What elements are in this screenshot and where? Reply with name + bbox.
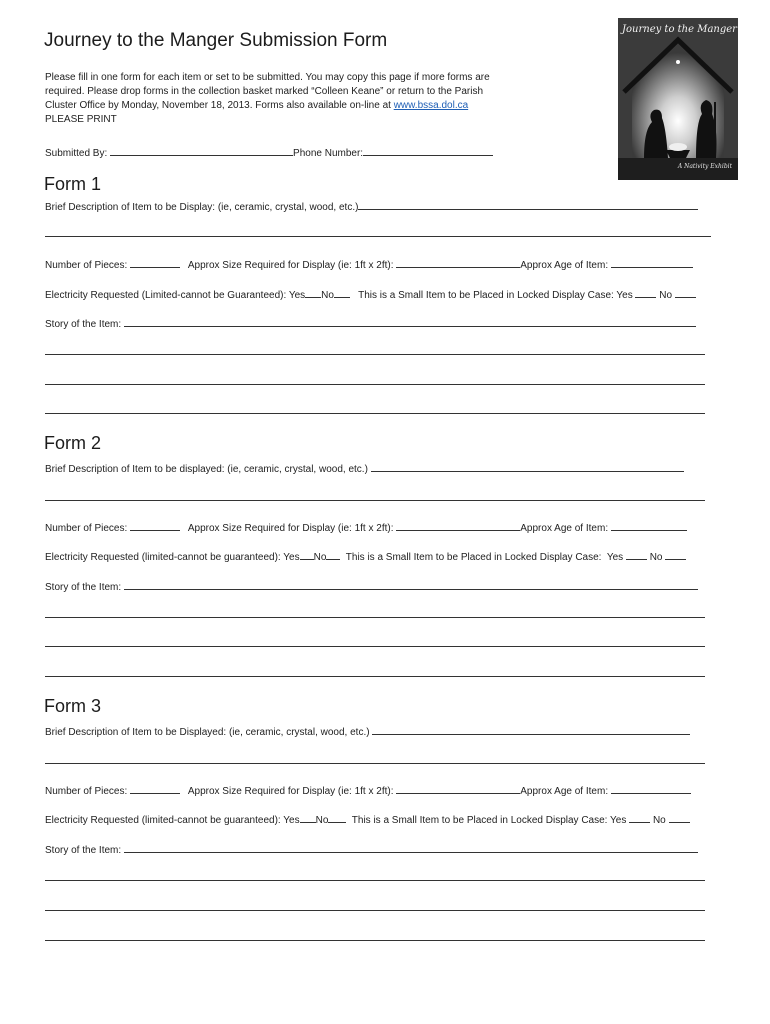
form-3-electricity-no-field[interactable] bbox=[328, 813, 346, 823]
form-3-small-item-no-field[interactable] bbox=[669, 813, 690, 823]
form-1-heading: Form 1 bbox=[44, 174, 102, 194]
form-2-small-item-no-field[interactable] bbox=[665, 550, 686, 560]
form-1-small-item-no-field[interactable] bbox=[675, 288, 696, 298]
form-1-electricity-row bbox=[45, 288, 696, 301]
form-3-age-field[interactable] bbox=[611, 784, 691, 794]
form-3-pieces-label: Number of Pieces: bbox=[45, 786, 128, 797]
form-2-electricity-yes-field[interactable] bbox=[300, 550, 314, 560]
form-1-description-field[interactable] bbox=[358, 200, 698, 210]
form-1-electricity-no-field[interactable] bbox=[334, 288, 350, 298]
form-1-electricity-yes-field[interactable] bbox=[305, 288, 321, 298]
form-2-description-label: Brief Description of Item to be displayed: (ie, ceramic, crystal, wood, etc.) bbox=[45, 464, 368, 475]
form-3-description-field[interactable] bbox=[372, 725, 690, 735]
form-2-story-label: Story of the Item: bbox=[45, 582, 122, 593]
form-2-story-line-3[interactable] bbox=[45, 646, 705, 647]
form-2-story-field[interactable] bbox=[124, 580, 698, 590]
form-3-details-row bbox=[45, 784, 691, 797]
form-3-description-row bbox=[45, 725, 690, 738]
form-3-description-label: Brief Description of Item to be Displayed: (ie, ceramic, crystal, wood, etc.) bbox=[45, 727, 370, 738]
intro-line-2: required. Please drop forms in the collection basket marked “Colleen Keane” or return to the Parish bbox=[45, 86, 484, 97]
form-2-electricity-label: Electricity Requested (limited-cannot be guaranteed): Yes bbox=[45, 552, 300, 563]
form-2-story-line-2[interactable] bbox=[45, 617, 705, 618]
form-2-story-line-4[interactable] bbox=[45, 676, 705, 677]
form-3-story-label: Story of the Item: bbox=[45, 845, 122, 856]
form-3-size-field[interactable] bbox=[396, 784, 520, 794]
form-2-electricity-no-field[interactable] bbox=[326, 550, 340, 560]
form-1-electricity-label: Electricity Requested (Limited-cannot be Guaranteed): Yes bbox=[45, 290, 306, 301]
form-2-details-row bbox=[45, 521, 687, 534]
form-3-electricity-label: Electricity Requested (limited-cannot be guaranteed): Yes bbox=[45, 815, 300, 826]
form-1-age-field[interactable] bbox=[611, 258, 693, 268]
form-3-small-item-no-label: No bbox=[652, 815, 666, 826]
form-1-electricity-no-label: No bbox=[321, 290, 334, 301]
form-1-description-label: Brief Description of Item to be Display: (ie, ceramic, crystal, wood, etc.) bbox=[45, 202, 359, 213]
submitted-by-field[interactable] bbox=[110, 146, 293, 156]
form-1-story-field[interactable] bbox=[124, 317, 696, 327]
form-3-pieces-field[interactable] bbox=[130, 784, 180, 794]
form-1-story-label: Story of the Item: bbox=[45, 319, 122, 330]
form-1-story-row bbox=[45, 317, 696, 330]
nativity-scene-illustration bbox=[618, 18, 738, 180]
form-2-pieces-field[interactable] bbox=[130, 521, 180, 531]
form-1-description-line-2[interactable] bbox=[45, 236, 711, 237]
website-link[interactable]: www.bssa.dol.ca bbox=[393, 100, 469, 111]
form-2-small-item-label: This is a Small Item to be Placed in Locked Display Case: Yes bbox=[345, 552, 624, 563]
form-3-description-line-2[interactable] bbox=[45, 763, 705, 764]
form-1-pieces-field[interactable] bbox=[130, 258, 180, 268]
image-subtitle: A Nativity Exhibit bbox=[677, 163, 732, 170]
form-3-size-label: Approx Size Required for Display (ie: 1ft x 2ft): bbox=[187, 786, 394, 797]
form-3-small-item-yes-field[interactable] bbox=[629, 813, 650, 823]
form-1-pieces-label: Number of Pieces: bbox=[45, 260, 128, 271]
form-1-size-label: Approx Size Required for Display (ie: 1ft x 2ft): bbox=[187, 260, 394, 271]
form-3-heading: Form 3 bbox=[44, 696, 102, 716]
intro-line-1: Please fill in one form for each item or set to be submitted. You may copy this page if more forms are bbox=[45, 72, 490, 83]
form-3-age-label: Approx Age of Item: bbox=[520, 786, 609, 797]
form-3-story-line-4[interactable] bbox=[45, 940, 705, 941]
image-title: Journey to the Manger bbox=[622, 24, 737, 35]
form-1-details-row bbox=[45, 258, 693, 271]
nativity-exhibit-image bbox=[618, 18, 738, 180]
form-3-electricity-yes-field[interactable] bbox=[300, 813, 316, 823]
form-2-small-item-no-label: No bbox=[649, 552, 663, 563]
form-2-age-field[interactable] bbox=[611, 521, 687, 531]
phone-number-label: Phone Number: bbox=[293, 148, 364, 159]
form-2-heading: Form 2 bbox=[44, 433, 102, 453]
form-2-size-field[interactable] bbox=[396, 521, 520, 531]
submitted-by-label: Submitted By: bbox=[45, 148, 108, 159]
form-1-story-line-2[interactable] bbox=[45, 354, 705, 355]
intro-line-3-text: Cluster Office by Monday, November 18, 2013. Forms also available on-line at bbox=[45, 100, 394, 111]
form-1-story-line-4[interactable] bbox=[45, 413, 705, 414]
form-1-small-item-label: This is a Small Item to be Placed in Locked Display Case: Yes bbox=[358, 290, 633, 301]
form-1-age-label: Approx Age of Item: bbox=[520, 260, 609, 271]
form-1-description-row bbox=[45, 200, 698, 213]
form-2-description-row bbox=[45, 462, 684, 475]
intro-line-3 bbox=[45, 98, 468, 113]
form-1-small-item-no-label: No bbox=[659, 290, 673, 301]
form-1-small-item-yes-field[interactable] bbox=[635, 288, 656, 298]
form-2-description-field[interactable] bbox=[371, 462, 684, 472]
form-2-small-item-yes-field[interactable] bbox=[626, 550, 647, 560]
form-1-size-field[interactable] bbox=[396, 258, 520, 268]
form-1-story-line-3[interactable] bbox=[45, 384, 705, 385]
form-2-story-row bbox=[45, 580, 698, 593]
form-3-small-item-label: This is a Small Item to be Placed in Locked Display Case: Yes bbox=[351, 815, 627, 826]
submitted-by-row bbox=[45, 146, 493, 159]
please-print-note: PLEASE PRINT bbox=[45, 114, 117, 125]
form-3-story-row bbox=[45, 843, 698, 856]
form-2-age-label: Approx Age of Item: bbox=[520, 523, 609, 534]
form-3-story-line-2[interactable] bbox=[45, 880, 705, 881]
form-3-electricity-no-label: No bbox=[315, 815, 329, 826]
form-2-size-label: Approx Size Required for Display (ie: 1ft x 2ft): bbox=[187, 523, 394, 534]
form-2-electricity-no-label: No bbox=[313, 552, 327, 563]
form-2-description-line-2[interactable] bbox=[45, 500, 705, 501]
phone-number-field[interactable] bbox=[363, 146, 493, 156]
form-2-electricity-row bbox=[45, 550, 686, 563]
form-3-electricity-row bbox=[45, 813, 690, 826]
form-3-story-field[interactable] bbox=[124, 843, 698, 853]
form-3-story-line-3[interactable] bbox=[45, 910, 705, 911]
form-2-pieces-label: Number of Pieces: bbox=[45, 523, 128, 534]
page-title: Journey to the Manger Submission Form bbox=[44, 30, 388, 51]
